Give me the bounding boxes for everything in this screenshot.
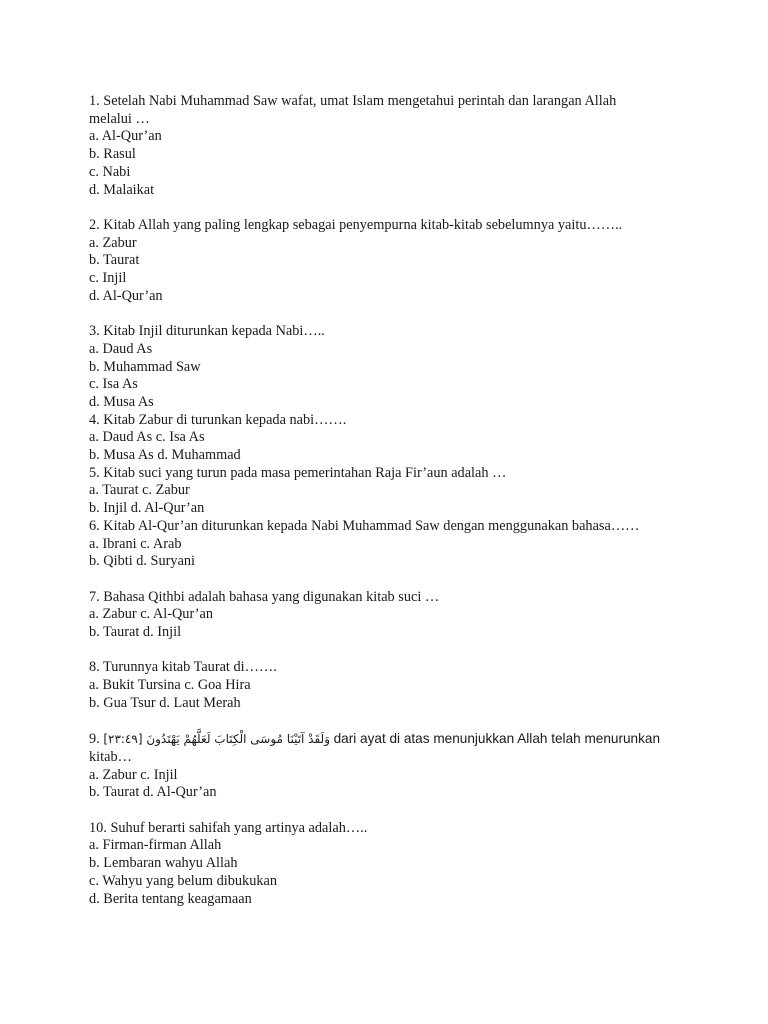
question-9-number: 9. — [89, 731, 100, 748]
question-2-stem: 2. Kitab Allah yang paling lengkap sebagai penyempurna kitab-kitab sebelumnya yaitu…….. — [89, 216, 623, 233]
question-5-options-row-1: a. Taurat c. Zabur — [89, 482, 190, 499]
question-9-options-row-1: a. Zabur c. Injil — [89, 766, 178, 783]
question-1-option-c: c. Nabi — [89, 163, 131, 180]
question-10-option-a: a. Firman-firman Allah — [89, 837, 222, 854]
question-7-options-row-1: a. Zabur c. Al-Qur’an — [89, 606, 213, 623]
question-1-stem-line-2: melalui … — [89, 110, 150, 127]
question-7-options-row-2: b. Taurat d. Injil — [89, 624, 182, 641]
question-5-options-row-2: b. Injil d. Al-Qur’an — [89, 500, 205, 517]
question-10 — [89, 820, 689, 909]
question-10-option-c: c. Wahyu yang belum dibukukan — [89, 872, 277, 889]
question-2-option-c: c. Injil — [89, 270, 127, 287]
question-3-option-d: d. Musa As — [89, 393, 154, 410]
question-3-option-a: a. Daud As — [89, 340, 153, 357]
question-5-stem: 5. Kitab suci yang turun pada masa pemerintahan Raja Fir’aun adalah … — [89, 464, 507, 481]
question-9 — [89, 730, 689, 802]
question-6 — [89, 518, 689, 571]
question-9-options-row-2: b. Taurat d. Al-Qur’an — [89, 784, 217, 801]
question-1-option-b: b. Rasul — [89, 146, 136, 163]
question-9-arabic-verse: وَلَقَدْ آتَيْنَا مُوسَى الْكِتَابَ لَعَلَّهُمْ يَهْتَدُونَ [٢٣:٤٩] — [103, 732, 330, 747]
question-2 — [89, 217, 689, 306]
question-3-option-c: c. Isa As — [89, 376, 138, 393]
question-3-option-b: b. Muhammad Saw — [89, 358, 201, 375]
question-1-stem-line-1: 1. Setelah Nabi Muhammad Saw wafat, umat Islam mengetahui perintah dan larangan Allah — [89, 93, 617, 109]
question-2-option-b: b. Taurat — [89, 252, 140, 269]
question-9-stem-text: dari ayat di atas menunjukkan Allah telah menurunkan — [333, 731, 661, 747]
question-4-options-row-1: a. Daud As c. Isa As — [89, 429, 205, 446]
question-8 — [89, 659, 689, 712]
question-4-options-row-2: b. Musa As d. Muhammad — [89, 447, 241, 464]
question-8-stem: 8. Turunnya kitab Taurat di……. — [89, 659, 277, 676]
question-8-options-row-2: b. Gua Tsur d. Laut Merah — [89, 694, 241, 711]
question-6-stem: 6. Kitab Al-Qur’an diturunkan kepada Nabi Muhammad Saw dengan menggunakan bahasa…… — [89, 517, 640, 534]
question-5 — [89, 465, 689, 518]
question-10-stem: 10. Suhuf berarti sahifah yang artinya adalah….. — [89, 819, 368, 836]
question-7-stem: 7. Bahasa Qithbi adalah bahasa yang digunakan kitab suci … — [89, 588, 440, 605]
document-page — [89, 93, 689, 908]
question-1-option-d: d. Malaikat — [89, 181, 155, 198]
question-3 — [89, 323, 689, 412]
question-8-options-row-1: a. Bukit Tursina c. Goa Hira — [89, 677, 251, 694]
question-1 — [89, 93, 689, 199]
question-1-option-a: a. Al-Qur’an — [89, 128, 162, 145]
question-9-stem-line-2: kitab… — [89, 748, 132, 765]
question-9-stem-line-1 — [89, 730, 689, 749]
question-4 — [89, 412, 689, 465]
question-10-option-b: b. Lembaran wahyu Allah — [89, 855, 238, 872]
question-10-option-d: d. Berita tentang keagamaan — [89, 890, 252, 907]
question-3-stem: 3. Kitab Injil diturunkan kepada Nabi….. — [89, 323, 325, 340]
question-2-option-a: a. Zabur — [89, 234, 137, 251]
question-2-option-d: d. Al-Qur’an — [89, 287, 163, 304]
question-4-stem: 4. Kitab Zabur di turunkan kepada nabi……. — [89, 411, 347, 428]
question-6-options-row-2: b. Qibti d. Suryani — [89, 553, 196, 570]
question-7 — [89, 589, 689, 642]
question-6-options-row-1: a. Ibrani c. Arab — [89, 535, 182, 552]
